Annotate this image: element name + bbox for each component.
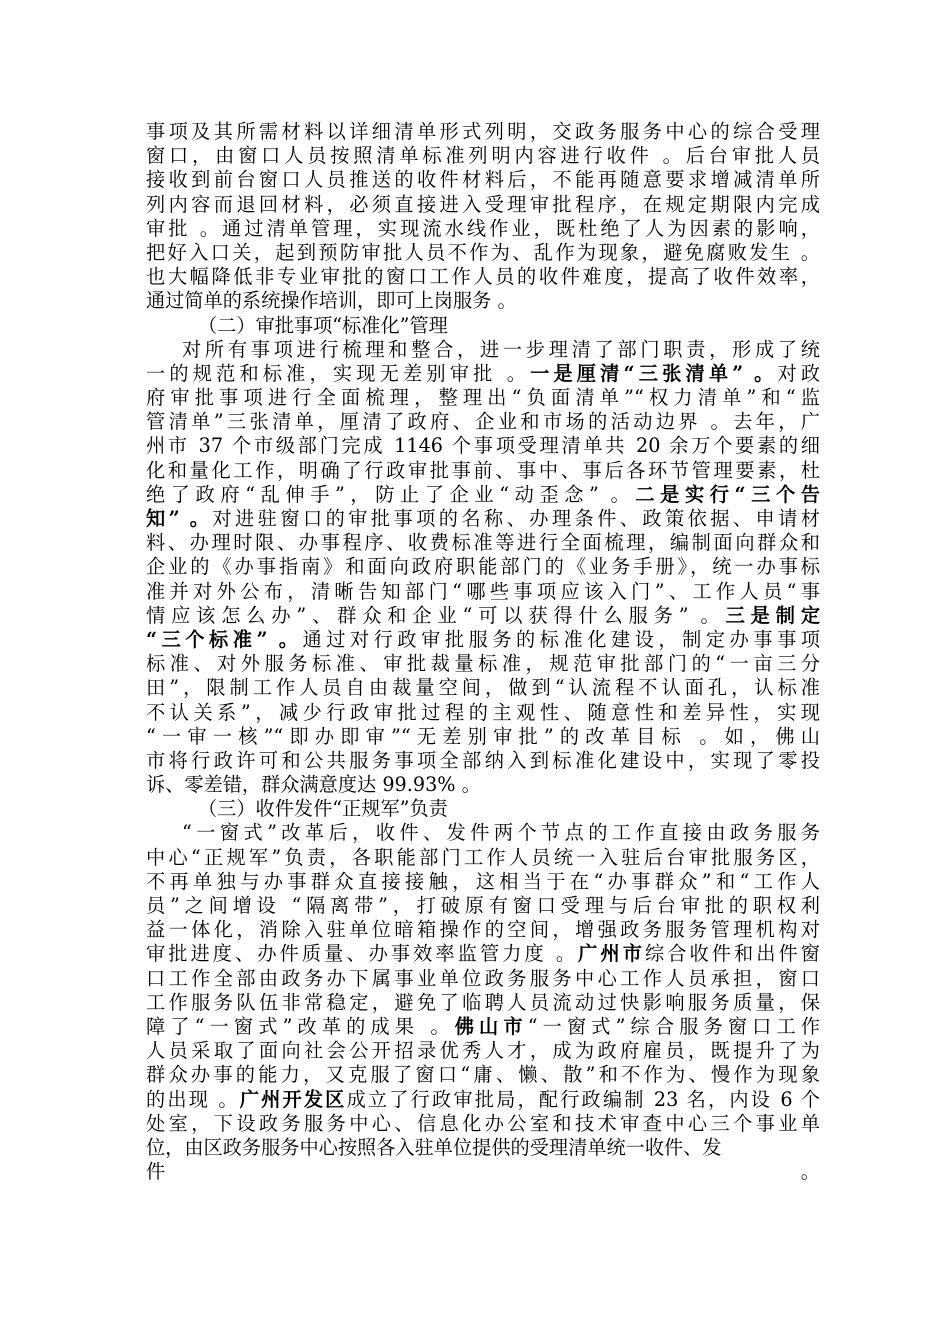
- text-line: 益一体化，消除入驻单位暗箱操作的空间，增强政务服务管理机构对: [146, 918, 820, 942]
- bold-phrase: 三是制定: [725, 603, 820, 627]
- text-line: [146, 604, 820, 628]
- document-body: [146, 120, 820, 1184]
- text-line: 中心“正规军”负责，各职能部门工作人员统一入驻后台审批服务区，: [146, 845, 820, 869]
- text-line: 不认关系”，减少行政审批过程的主观性、随意性和差异性，实现: [146, 700, 820, 724]
- text-run: “一窗式”综合服务窗口工作: [527, 1014, 820, 1038]
- bold-phrase: 一是厘清“三张清单” 。: [530, 361, 778, 385]
- text-line: 事项及其所需材料以详细清单形式列明，交政务服务中心的综合受理: [146, 120, 820, 143]
- text-line: 料、办理时限、办事程序、收费标准等进行全面梳理，编制面向群众和: [146, 531, 820, 555]
- text-line: [146, 362, 820, 386]
- text-run: 审批进度、办件质量、办事效率监管力度 。: [146, 942, 579, 966]
- text-line: 企业的《办事指南》和面向政府职能部门的《业务手册》，统一办事标: [146, 555, 820, 579]
- bold-phrase: 广州市: [578, 942, 645, 966]
- text-run: 对进驻窗口的审批事项的名称、办理条件、政策依据、申请材: [212, 507, 820, 530]
- text-line: 田”，限制工作人员自由裁量空间，做到“认流程不认面孔，认标准: [146, 676, 820, 700]
- text-line: 口工作全部由政务办下属事业单位政务服务中心工作人员承担，窗口: [146, 966, 820, 990]
- text-line: [146, 1088, 820, 1112]
- text-run: 对政: [777, 361, 820, 385]
- text-line: 对所有事项进行梳理和整合，进一步理清了部门职责，形成了统: [182, 337, 820, 361]
- text-line: 通过简单的系统操作培训，即可上岗服务 。: [146, 289, 517, 313]
- text-line: 员”之间增设 “隔离带”，打破原有窗口受理与后台审批的职权利: [146, 894, 820, 917]
- text-run: 情应该怎么办”、群众和企业“可以获得什么服务” 。: [146, 603, 726, 627]
- text-line: 也大幅降低非专业审批的窗口工作人员的收件难度，提高了收件效率，: [146, 265, 820, 289]
- text-line: 府审批事项进行全面梳理，整理出“负面清单”“权力清单”和“监: [146, 386, 820, 410]
- text-line: [146, 942, 820, 966]
- text-run: 障了“一窗式”改革的成果 。: [146, 1014, 455, 1038]
- text-run: 绝了政府“乱伸手”，防止了企业“动歪念” 。: [146, 482, 636, 506]
- bold-phrase: 广州开发区: [239, 1087, 347, 1111]
- text-line: 位，由区政务服务中心按照各入驻单位提供的受理清单统一收件、发: [146, 1135, 722, 1159]
- text-line: 化和量化工作，明确了行政审批事前、事中、事后各环节管理要素，杜: [146, 458, 820, 482]
- bold-phrase: “三个标准” 。: [146, 627, 303, 651]
- bold-phrase: 知” 。: [146, 507, 213, 530]
- text-line: [146, 483, 820, 507]
- text-line: 市将行政许可和公共服务事项全部纳入到标准化建设中，实现了零投: [146, 748, 820, 772]
- text-run: 成立了行政审批局，配行政编制 23 名，内设 6 个: [346, 1087, 820, 1111]
- section-heading: （二）审批事项“标准化”管理: [198, 313, 448, 337]
- text-line: 接收到前台窗口人员推送的收件材料后，不能再随意要求增减清单所: [146, 168, 820, 192]
- text-line: [146, 628, 820, 652]
- section-heading: （三）收件发件“正规军”负责: [198, 797, 448, 821]
- text-run: 的出现 。: [146, 1087, 240, 1111]
- text-run: 一的规范和标准，实现无差别审批 。: [146, 361, 531, 385]
- text-line: [146, 1015, 820, 1039]
- text-line: 审批 。通过清单管理，实现流水线作业，既杜绝了人为因素的影响，: [146, 216, 820, 240]
- text-run: 综合收件和出件窗: [644, 942, 820, 966]
- text-line: 群众办事的能力，又克服了窗口“庸、懒、散”和不作为、慢作为现象: [146, 1063, 820, 1087]
- text-run: 通过对行政审批服务的标准化建设，制定办事事项: [302, 627, 820, 651]
- text-line: “一审一核”“即办即审”“无差别审批”的改革目标 。如，佛山: [146, 724, 820, 748]
- text-line: 处室，下设政务服务中心、信息化办公室和技术审查中心三个事业单: [146, 1111, 820, 1135]
- text-line: 人员采取了面向社会公开招录优秀人才，成为政府雇员，既提升了为: [146, 1039, 820, 1063]
- text-line: 工作服务队伍非常稳定，避免了临聘人员流动过快影响服务质量，保: [146, 990, 820, 1014]
- text-line: 州市 37 个市级部门完成 1146 个事项受理清单共 20 余万个要素的细: [146, 434, 820, 458]
- text-line: 标准、对外服务标准、审批裁量标准，规范审批部门的“一亩三分: [146, 652, 820, 676]
- text-line: [146, 507, 820, 531]
- text-line: 管清单”三张清单，厘清了政府、企业和市场的活动边界 。去年，广: [146, 410, 820, 434]
- text-line: 列内容而退回材料，必须直接进入受理审批程序，在规定期限内完成: [146, 192, 820, 216]
- text-line: 把好入口关，起到预防审批人员不作为、乱作为现象，避免腐败发生 。: [146, 240, 820, 264]
- bold-phrase: 二是实行“三个告: [635, 482, 820, 506]
- text-line: 诉、零差错，群众满意度达 99.93% 。: [146, 773, 481, 797]
- text-line: 窗口，由窗口人员按照清单标准列明内容进行收件 。后台审批人员: [146, 144, 820, 168]
- text-line: “一窗式”改革后，收件、发件两个节点的工作直接由政务服务: [182, 821, 820, 845]
- text-line: 件 。: [146, 1160, 820, 1184]
- text-line: 准并对外公布，清晰告知部门“哪些事项应该入门”、工作人员“事: [146, 579, 820, 603]
- bold-phrase: 佛山市: [454, 1014, 528, 1038]
- text-line: 不再单独与办事群众直接接触，这相当于在“办事群众”和“工作人: [146, 869, 820, 893]
